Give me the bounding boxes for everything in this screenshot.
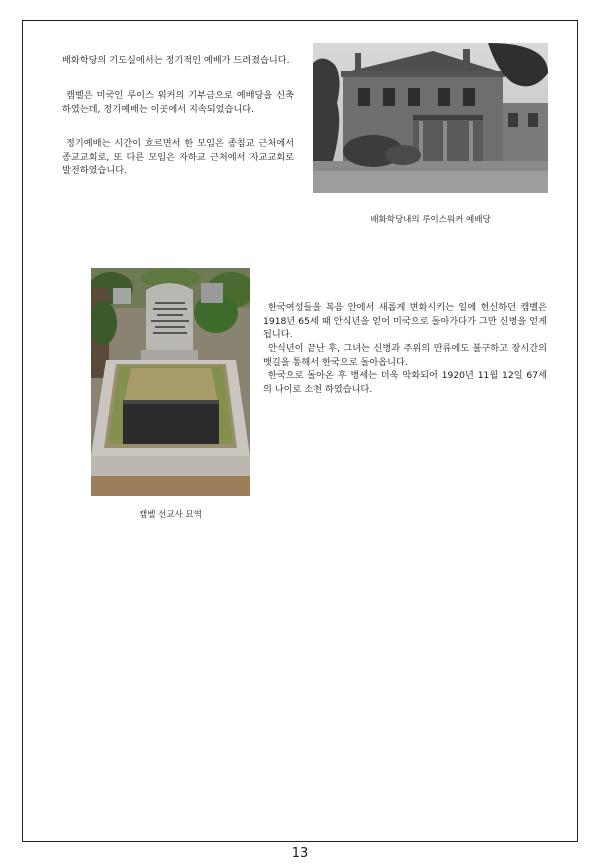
intro-paragraph-1: 배화학당의 기도실에서는 정기적인 예배가 드려졌습니다. [62,55,290,66]
grave-photo [91,268,250,496]
story-paragraph-3: 한국으로 돌아온 후 병세는 더욱 악화되어 1920년 11월 12일 67세의 나이로 소천 하였습니다. [263,370,547,395]
page-number: 13 [291,846,309,861]
chapel-photo [313,43,548,193]
story-paragraph-1: 한국여성들을 복음 안에서 새롭게 변화시키는 일에 헌신하던 캠벨은 1918년 65세 때 안식년을 얻어 미국으로 돌아가다가 그만 신병을 얻게 됩니다. [263,302,547,340]
story-paragraph-2: 안식년이 끝난 후, 그녀는 신병과 주위의 만류에도 불구하고 장시간의 뱃길을 통해서 한국으로 돌아옵니다. [263,343,547,368]
intro-paragraph-3: 정기예배는 시간이 흐르면서 한 모임은 종침교 근처에서 종교교회로, 또 다른 모임은 자하교 근처에서 자교교회로 발전하였습니다. [62,138,294,176]
grave-photo-caption: 캠벨 선교사 묘역 [139,510,202,520]
intro-paragraph-2: 캠벨은 미국인 루이스 워커의 기부금으로 예배당을 신축하였는데, 정기예배는 이곳에서 지속되었습니다. [62,90,294,115]
chapel-photo-caption: 배화학당내의 루이스워커 예배당 [370,215,491,225]
